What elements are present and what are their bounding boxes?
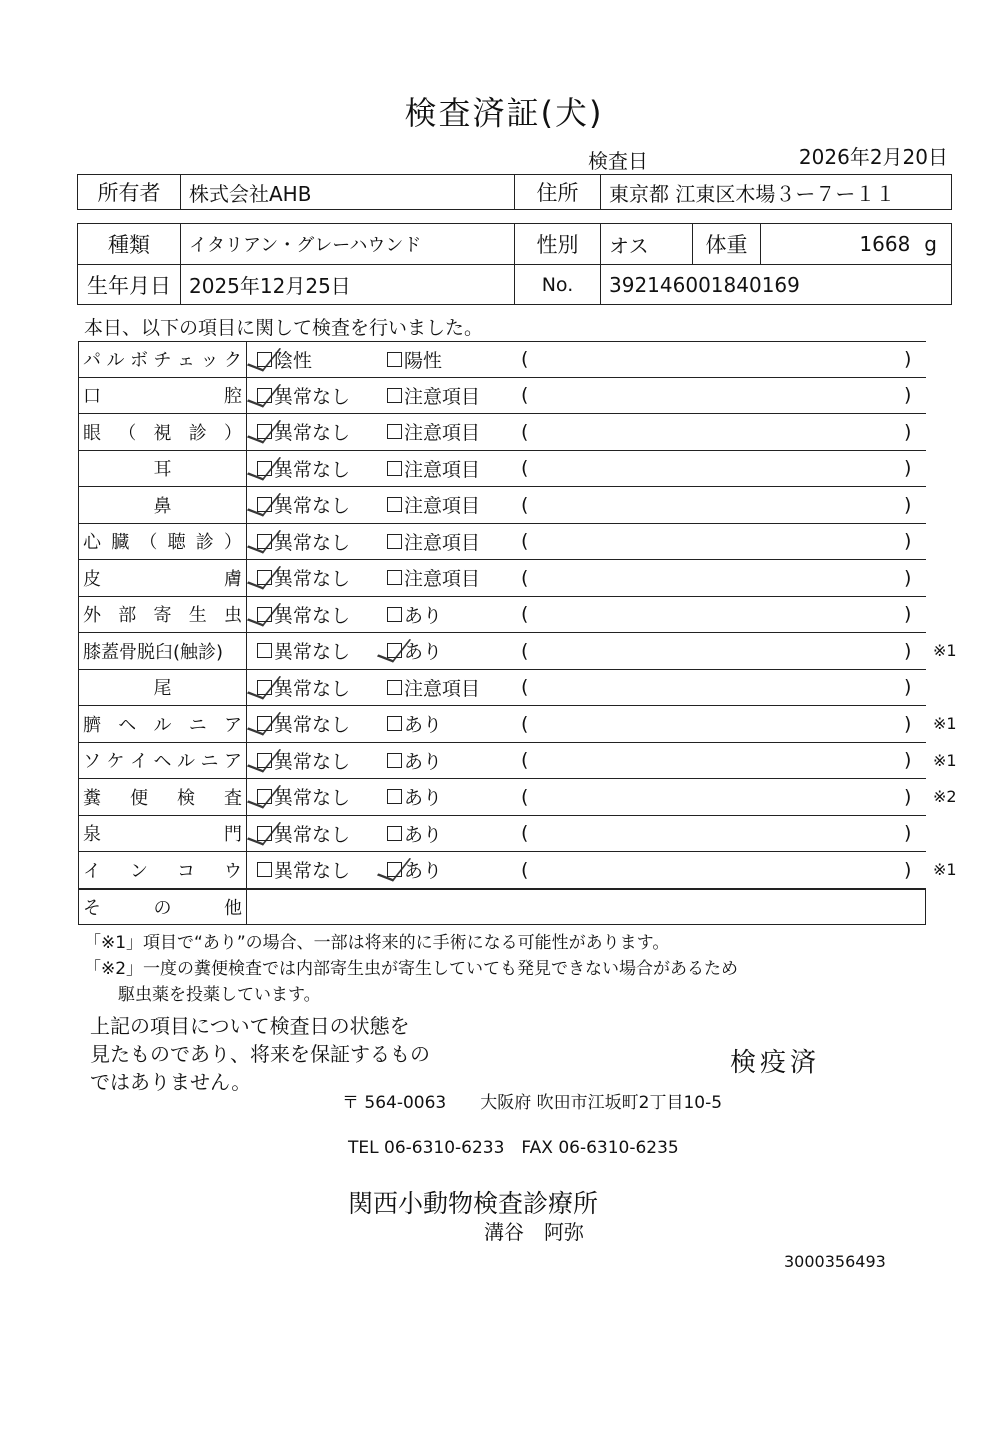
exam-row-label	[79, 633, 247, 669]
exam-option-2	[387, 378, 480, 414]
comment-close-paren: )	[904, 420, 912, 443]
address-value: 東京都 江東区木場３ー７ー１１	[600, 175, 951, 209]
exam-option-2	[387, 779, 442, 815]
checked-checkbox[interactable]	[257, 607, 272, 622]
clinic-phone-fax: TEL 06-6310-6233 FAX 06-6310-6235	[348, 1138, 679, 1158]
exam-option-label: あり	[404, 750, 443, 773]
exam-option-1	[257, 378, 350, 414]
exam-option-1	[257, 342, 312, 377]
exam-option-label: 注意項目	[404, 385, 481, 408]
exam-row-label-char: イ	[83, 860, 101, 882]
exam-row-label	[79, 779, 247, 815]
doctor-name: 溝谷 阿弥	[484, 1220, 584, 1244]
exam-option-label: あり	[404, 714, 443, 737]
other-label-char: の	[153, 897, 172, 919]
weight-label: 体重	[692, 224, 760, 264]
exam-option-1	[257, 743, 350, 779]
comment-close-paren: )	[904, 639, 912, 662]
exam-option-1	[257, 706, 350, 742]
exam-row-label-char: ア	[224, 751, 242, 773]
comment-close-paren: )	[904, 858, 912, 881]
checkbox[interactable]	[387, 497, 402, 512]
exam-option-label: 異常なし	[274, 422, 351, 445]
exam-option-label: 異常なし	[274, 604, 351, 627]
checked-checkbox[interactable]	[257, 753, 272, 768]
footnote-mark: ※1	[933, 750, 957, 770]
exam-row	[78, 487, 926, 524]
exam-row-label-char: パ	[83, 350, 101, 372]
other-row	[78, 889, 926, 926]
exam-option-1	[257, 414, 350, 450]
weight-unit: g	[924, 232, 937, 256]
exam-option-label: あり	[404, 860, 443, 883]
intro-text: 本日、以下の項目に関して検査を行いました。	[84, 317, 484, 339]
exam-row-label-char: 泉	[83, 824, 101, 846]
exam-option-label: 異常なし	[274, 787, 351, 810]
comment-open-paren: (	[521, 822, 529, 845]
checkbox[interactable]	[387, 534, 402, 549]
comment-close-paren: )	[904, 712, 912, 735]
comment-open-paren: (	[521, 493, 529, 516]
exam-option-label: あり	[404, 641, 443, 664]
exam-row	[78, 779, 957, 816]
comment-close-paren: )	[904, 785, 912, 808]
checkbox[interactable]	[387, 424, 402, 439]
exam-row	[78, 743, 957, 780]
exam-row-label-char: 聴	[167, 532, 186, 554]
exam-option-label: 異常なし	[274, 750, 351, 773]
exam-row-label-char: ッ	[200, 350, 219, 372]
exam-row	[78, 341, 926, 378]
exam-option-2	[387, 816, 442, 852]
exam-row-label	[79, 670, 247, 706]
exam-row-label-char: 臓	[111, 532, 130, 554]
exam-row-label-char: 心	[83, 532, 101, 554]
clinic-name: 関西小動物検査診療所	[348, 1189, 599, 1218]
exam-option-2	[387, 487, 480, 523]
exam-option-label: 注意項目	[404, 531, 481, 554]
exam-option-1	[257, 779, 350, 815]
exam-row-label-char: 外	[83, 605, 101, 627]
exam-option-1	[257, 560, 350, 596]
exam-row-label-char: 門	[224, 824, 242, 846]
exam-row-label-char: 皮	[83, 568, 101, 590]
checkbox[interactable]	[387, 388, 402, 403]
sex-value: オス	[600, 224, 692, 264]
exam-row-label-char: 腔	[224, 386, 242, 408]
comment-close-paren: )	[904, 384, 912, 407]
exam-row-label-char: ウ	[224, 860, 242, 882]
exam-row-label-text: 耳	[153, 459, 172, 481]
checked-checkbox[interactable]	[257, 388, 272, 403]
owner-label: 所有者	[97, 181, 161, 205]
exam-row-label-char: ニ	[200, 751, 219, 773]
disclaimer-line-2: 見たものであり、将来を保証するもの	[90, 1042, 430, 1066]
exam-option-label: 異常なし	[274, 823, 351, 846]
exam-option-1	[257, 852, 350, 888]
comment-open-paren: (	[521, 566, 529, 589]
weight-cell	[760, 224, 951, 264]
exam-row	[78, 852, 957, 889]
exam-option-label: あり	[404, 823, 443, 846]
exam-row	[78, 524, 926, 561]
checkbox[interactable]	[387, 570, 402, 585]
other-label-char: 他	[224, 897, 242, 919]
exam-row-label-char: イ	[130, 751, 148, 773]
exam-option-label: あり	[404, 604, 443, 627]
other-label	[79, 890, 247, 925]
exam-option-label: 異常なし	[274, 677, 351, 700]
exam-row	[78, 560, 926, 597]
exam-row-label-char: ル	[153, 714, 172, 736]
exam-option-2	[387, 706, 442, 742]
exam-row-label-char: ボ	[130, 350, 148, 372]
comment-close-paren: )	[904, 676, 912, 699]
comment-open-paren: (	[521, 749, 529, 772]
exam-date-value: 2026年2月20日	[798, 145, 948, 169]
note-3: 駆虫薬を投薬しています。	[84, 985, 321, 1005]
address-label: 住所	[514, 175, 600, 209]
exam-row-label-char: 便	[130, 787, 148, 809]
exam-row-label-char: ）	[224, 422, 242, 444]
exam-row-label-char: ）	[223, 532, 242, 554]
exam-option-label: 異常なし	[274, 385, 351, 408]
comment-open-paren: (	[521, 785, 529, 808]
exam-option-2	[387, 743, 442, 779]
exam-option-2	[387, 852, 442, 888]
clinic-address: 〒 564-0063 大阪府 吹田市江坂町2丁目10-5	[342, 1093, 723, 1113]
exam-row-label-char: 査	[224, 787, 242, 809]
birth-label: 生年月日	[87, 273, 171, 298]
exam-row-label-char: 糞	[83, 787, 101, 809]
exam-option-label: 陽性	[404, 349, 443, 372]
checked-checkbox[interactable]	[387, 643, 402, 658]
comment-open-paren: (	[521, 712, 529, 735]
comment-close-paren: )	[904, 530, 912, 553]
exam-row	[78, 706, 957, 743]
exam-row-label-char: ン	[130, 860, 148, 882]
breed-label: 種類	[108, 233, 150, 257]
exam-option-2	[387, 414, 480, 450]
exam-option-label: 異常なし	[274, 531, 351, 554]
exam-row-label-char: チ	[153, 350, 172, 372]
footnote-mark: ※1	[933, 641, 957, 661]
exam-row-label	[79, 342, 247, 377]
exam-date-label: 検査日	[588, 149, 648, 173]
comment-open-paren: (	[521, 530, 529, 553]
weight-value: 1668	[859, 232, 911, 256]
exam-option-1	[257, 524, 350, 560]
checked-checkbox[interactable]	[257, 826, 272, 841]
note-2: 「※2」一度の糞便検査では内部寄生虫が寄生していても発見できない場合があるため	[84, 959, 739, 979]
exam-row-label-text: 尾	[153, 678, 172, 700]
checkbox[interactable]	[387, 680, 402, 695]
exam-option-2	[387, 670, 480, 706]
exam-option-label: 異常なし	[274, 458, 351, 481]
exam-row-label-text: 膝蓋骨脱臼(触診)	[83, 641, 224, 663]
footnote-mark: ※1	[933, 714, 957, 734]
comment-open-paren: (	[521, 420, 529, 443]
exam-option-1	[257, 816, 350, 852]
exam-option-1	[257, 451, 350, 487]
exam-row-label	[79, 706, 247, 742]
footnote-mark: ※2	[933, 787, 957, 807]
exam-row-label	[79, 597, 247, 633]
exam-option-2	[387, 451, 480, 487]
exam-row-label-char: ア	[224, 714, 242, 736]
exam-option-2	[387, 524, 480, 560]
exam-option-label: 注意項目	[404, 422, 481, 445]
quarantine-stamp: 検疫済	[730, 1048, 821, 1078]
exam-row-label-char: ヘ	[153, 751, 172, 773]
owner-value: 株式会社AHB	[180, 175, 514, 209]
exam-row-label-char: 生	[188, 605, 207, 627]
exam-row-label-char: ル	[106, 350, 125, 372]
exam-option-1	[257, 487, 350, 523]
exam-option-label: 異常なし	[274, 641, 351, 664]
exam-option-label: 異常なし	[274, 568, 351, 591]
exam-option-1	[257, 670, 350, 706]
checked-checkbox[interactable]	[257, 461, 272, 476]
exam-row-label	[79, 378, 247, 414]
checkbox[interactable]	[387, 789, 402, 804]
exam-option-label: 注意項目	[404, 495, 481, 518]
exam-row-label-char: 診	[188, 422, 207, 444]
exam-option-label: 異常なし	[274, 860, 351, 883]
comment-close-paren: )	[904, 603, 912, 626]
exam-row-label	[79, 560, 247, 596]
comment-close-paren: )	[904, 566, 912, 589]
exam-option-1	[257, 633, 350, 669]
document-title: 検査済証(犬)	[404, 94, 604, 132]
exam-row-label-char: ニ	[188, 714, 207, 736]
exam-row-label-char: （	[139, 532, 158, 554]
exam-option-label: 異常なし	[274, 495, 351, 518]
comment-open-paren: (	[521, 676, 529, 699]
exam-row-label	[79, 451, 247, 487]
animal-info-box	[77, 223, 952, 305]
comment-open-paren: (	[521, 603, 529, 626]
disclaimer-line-1: 上記の項目について検査日の状態を	[90, 1014, 410, 1038]
notes	[84, 930, 738, 1008]
owner-info-box	[77, 174, 952, 210]
checkbox[interactable]	[257, 643, 272, 658]
exam-row-label-char: 検	[177, 787, 195, 809]
exam-row-label-char: ク	[224, 350, 242, 372]
exam-option-label: 陰性	[274, 349, 313, 372]
exam-option-2	[387, 342, 442, 377]
checked-checkbox[interactable]	[257, 789, 272, 804]
checked-checkbox[interactable]	[257, 680, 272, 695]
exam-row-label-char: 膚	[224, 568, 242, 590]
exam-row-label-char: 診	[195, 532, 214, 554]
exam-option-2	[387, 560, 480, 596]
comment-close-paren: )	[904, 822, 912, 845]
other-label-char: そ	[83, 897, 101, 919]
checkbox[interactable]	[387, 716, 402, 731]
comment-close-paren: )	[904, 493, 912, 516]
exam-row-label-char: コ	[177, 860, 195, 882]
exam-row-label-char: ケ	[106, 751, 125, 773]
note-1: 「※1」項目で“あり”の場合、一部は将来的に手術になる可能性があります。	[84, 933, 670, 953]
exam-row-label-char: ソ	[83, 751, 101, 773]
breed-value: イタリアン・グレーハウンド	[180, 224, 514, 264]
exam-row-label	[79, 852, 247, 888]
disclaimer-line-3: ではありません。	[90, 1070, 252, 1094]
serial-number: 3000356493	[784, 1252, 886, 1271]
comment-open-paren: (	[521, 384, 529, 407]
checked-checkbox[interactable]	[257, 352, 272, 367]
exam-row-label-char: 寄	[153, 605, 172, 627]
exam-table	[78, 341, 957, 925]
checked-checkbox[interactable]	[257, 570, 272, 585]
exam-row-label	[79, 816, 247, 852]
checkbox[interactable]	[387, 461, 402, 476]
comment-close-paren: )	[904, 348, 912, 371]
exam-row-label-char: 眼	[83, 422, 101, 444]
animal-info-row-2	[78, 265, 951, 304]
comment-open-paren: (	[521, 457, 529, 480]
exam-row-label	[79, 524, 247, 560]
exam-option-label: 注意項目	[404, 458, 481, 481]
exam-row-label	[79, 487, 247, 523]
exam-row-label-char: 部	[118, 605, 137, 627]
checked-checkbox[interactable]	[257, 716, 272, 731]
sex-label: 性別	[514, 224, 600, 264]
checked-checkbox[interactable]	[387, 862, 402, 877]
exam-row-label	[79, 743, 247, 779]
comment-close-paren: )	[904, 457, 912, 480]
checked-checkbox[interactable]	[257, 497, 272, 512]
checkbox[interactable]	[387, 753, 402, 768]
comment-close-paren: )	[904, 749, 912, 772]
exam-option-label: 異常なし	[274, 714, 351, 737]
checkbox[interactable]	[387, 352, 402, 367]
disclaimer	[90, 1012, 430, 1096]
exam-option-label: 注意項目	[404, 677, 481, 700]
exam-option-label: あり	[404, 787, 443, 810]
exam-row-label	[79, 414, 247, 450]
exam-row	[78, 816, 926, 853]
exam-row-label-char: 虫	[224, 605, 242, 627]
number-value: 392146001840169	[600, 265, 951, 304]
birth-value: 2025年12月25日	[180, 265, 514, 304]
footnote-mark: ※1	[933, 860, 957, 880]
checkbox[interactable]	[257, 862, 272, 877]
exam-row-label-char: 臍	[83, 714, 101, 736]
exam-row	[78, 597, 926, 634]
exam-row	[78, 670, 926, 707]
checked-checkbox[interactable]	[257, 424, 272, 439]
number-label: No.	[514, 265, 600, 304]
exam-option-2	[387, 633, 442, 669]
exam-option-label: 注意項目	[404, 568, 481, 591]
comment-open-paren: (	[521, 858, 529, 881]
animal-info-row-1	[78, 224, 951, 265]
exam-row-label-text: 鼻	[153, 495, 172, 517]
exam-row	[78, 414, 926, 451]
exam-option-1	[257, 597, 350, 633]
exam-row	[78, 633, 957, 670]
checkbox[interactable]	[387, 826, 402, 841]
checkbox[interactable]	[387, 607, 402, 622]
comment-open-paren: (	[521, 639, 529, 662]
exam-row-label-char: 口	[83, 386, 101, 408]
exam-row-label-char: （	[118, 422, 137, 444]
exam-row	[78, 378, 926, 415]
exam-row-label-char: ヘ	[118, 714, 137, 736]
checked-checkbox[interactable]	[257, 534, 272, 549]
exam-option-2	[387, 597, 442, 633]
comment-open-paren: (	[521, 348, 529, 371]
exam-row-label-char: 視	[153, 422, 172, 444]
exam-row-label-char: ェ	[177, 350, 195, 372]
exam-row-label-char: ル	[177, 751, 195, 773]
exam-row	[78, 451, 926, 488]
